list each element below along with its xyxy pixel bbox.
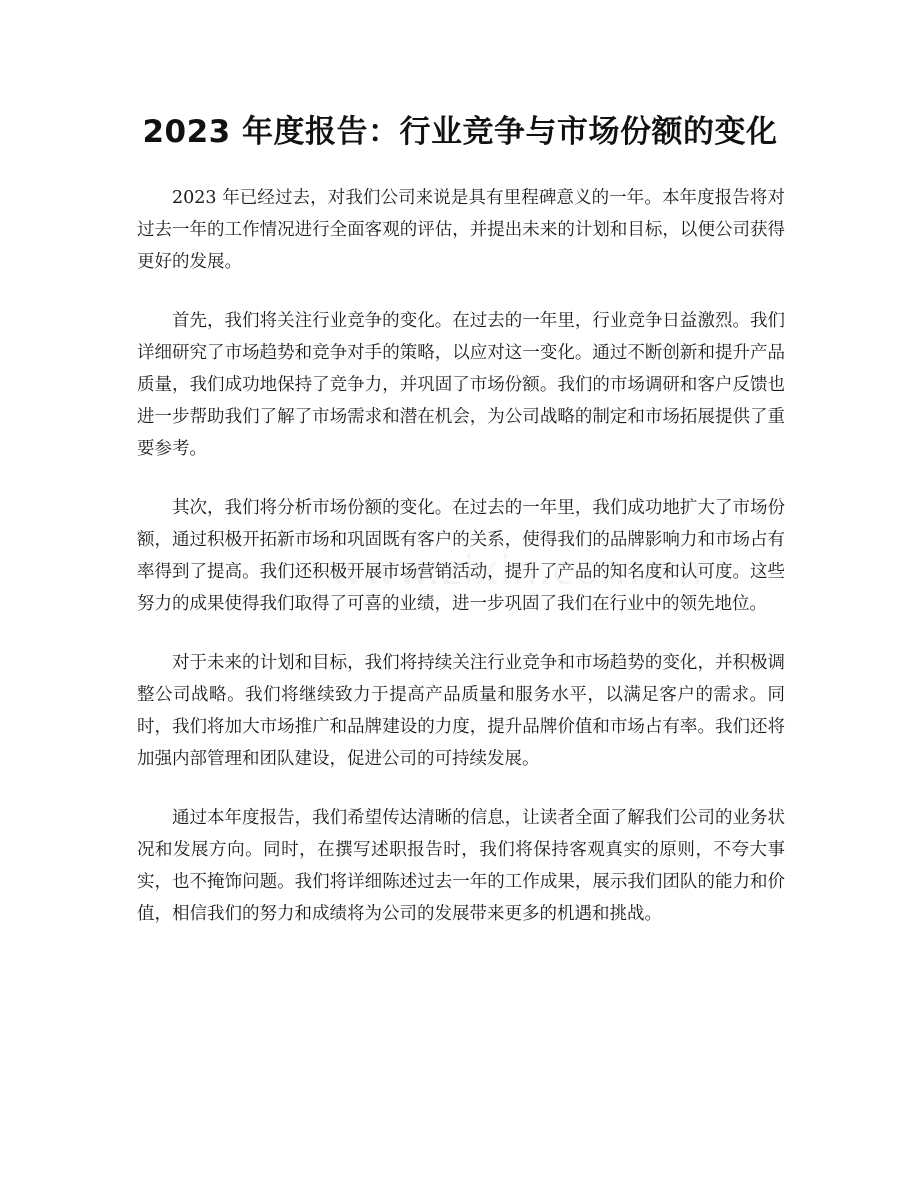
paragraph-future-plans: 对于未来的计划和目标，我们将持续关注行业竞争和市场趋势的变化，并积极调整公司战略。我们将继续致力于提高产品质量和服务水平，以满足客户的需求。同时，我们将加大市场推广和品牌建设的力度，提升品牌价值和市场占有率。我们还将加强内部管理和团队建设，促进公司的可持续发展。 — [137, 653, 785, 769]
paragraph-conclusion: 通过本年度报告，我们希望传达清晰的信息，让读者全面了解我们公司的业务状况和发展方向。同时，在撰写述职报告时，我们将保持客观真实的原则，不夸大事实，也不掩饰问题。我们将详细陈述过去一年的工作成果，展示我们团队的能力和价值，相信我们的努力和成绩将为公司的发展带来更多的机遇和挑战。 — [137, 808, 785, 924]
document-title: 2023 年度报告：行业竞争与市场份额的变化 — [142, 114, 778, 150]
paragraph-competition: 首先，我们将关注行业竞争的变化。在过去的一年里，行业竞争日益激烈。我们详细研究了市场趋势和竞争对手的策略，以应对这一变化。通过不断创新和提升产品质量，我们成功地保持了竞争力，并巩固了市场份额。我们的市场调研和客户反馈也进一步帮助我们了解了市场需求和潜在机会，为公司战略的制定和市场拓展提供了重要参考。 — [137, 311, 785, 459]
paragraph-intro: 2023 年已经过去，对我们公司来说是具有里程碑意义的一年。本年度报告将对过去一年的工作情况进行全面客观的评估，并提出未来的计划和目标，以便公司获得更好的发展。 — [137, 188, 785, 272]
document-body — [137, 182, 785, 957]
paragraph-market-share: 其次，我们将分析市场份额的变化。在过去的一年里，我们成功地扩大了市场份额，通过积极开拓新市场和巩固既有客户的关系，使得我们的品牌影响力和市场占有率得到了提高。我们还积极开展市场营销活动，提升了产品的知名度和认可度。这些努力的成果使得我们取得了可喜的业绩，进一步巩固了我们在行业中的领先地位。 — [137, 498, 785, 614]
